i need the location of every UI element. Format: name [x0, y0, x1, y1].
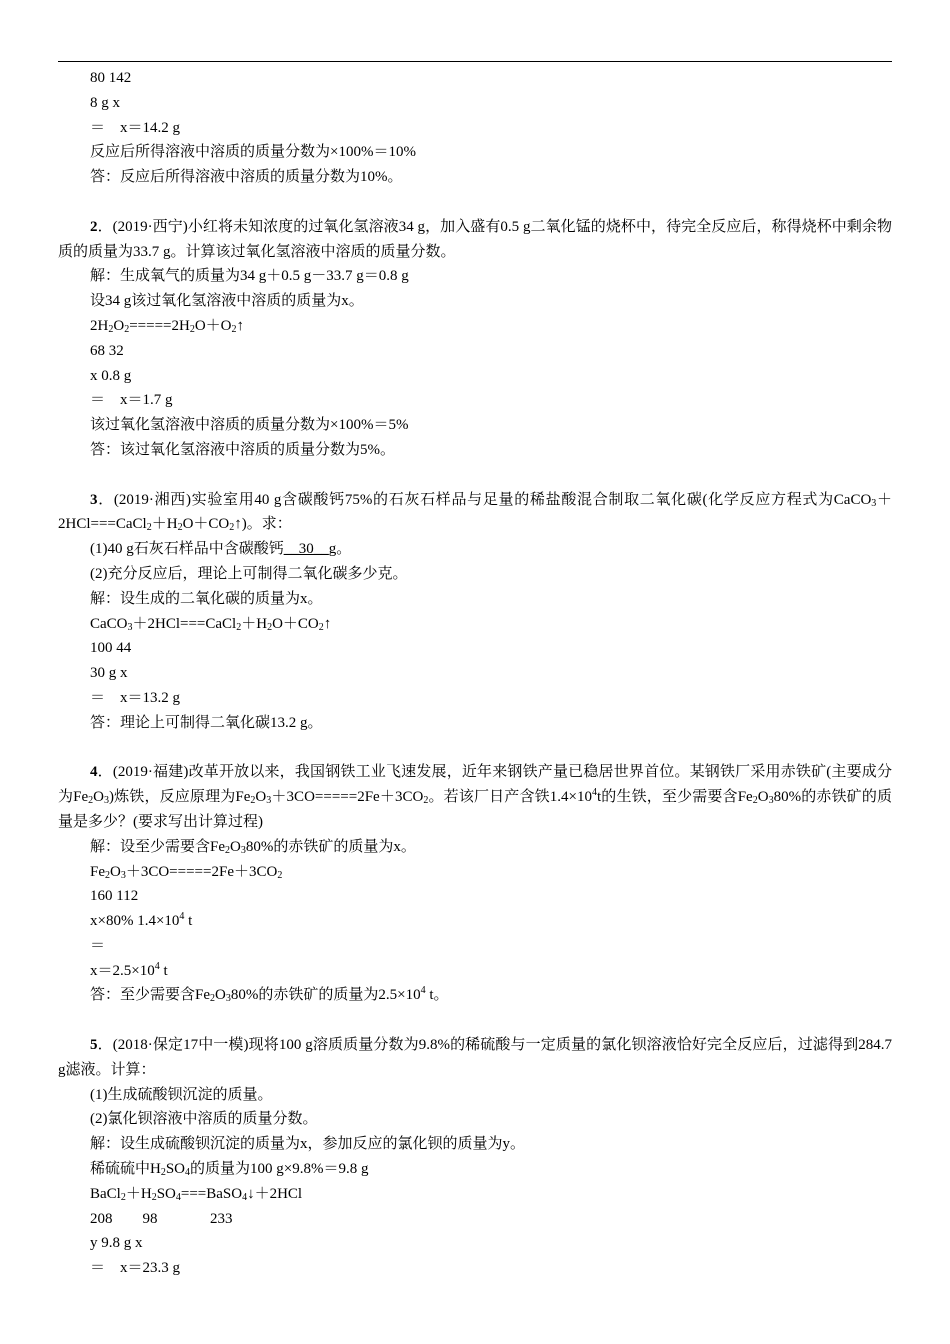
sub-question: (1)40 g石灰石样品中含碳酸钙__30__g。: [90, 541, 352, 558]
solution-line: 解：设生成硫酸钡沉淀的质量为x，参加反应的氯化钡的质量为y。: [90, 1136, 526, 1153]
calc-line: 30 g x: [90, 665, 128, 682]
calc-line: 该过氧化氢溶液中溶质的质量分数为×100%＝5%: [90, 417, 409, 434]
calc-line: ＝ x＝1.7 g: [90, 392, 173, 409]
sub-question: (2)充分反应后，理论上可制得二氧化碳多少克。: [90, 565, 408, 582]
answer-line: 答：理论上可制得二氧化碳13.2 g。: [90, 714, 323, 731]
solution-line: 稀硫硫中$H_2SO_4$的质量为100 g×9.8%＝9.8 g: [90, 1161, 369, 1179]
calc-line: 反应后所得溶液中溶质的质量分数为×100%＝10%: [90, 144, 416, 161]
chemical-equation: $Fe_2O_3+3CO=====2Fe+3CO_2$: [90, 863, 283, 881]
chemical-equation: $CaCO_3+2HCl===CaCl_2+H_2O+CO_2↑$: [90, 615, 332, 633]
calc-line: 160 112: [90, 888, 139, 905]
question-number: 2: [90, 218, 98, 235]
chemical-equation: $BaCl_2+H_2SO_4===BaSO_4↓+2HCl$: [90, 1185, 303, 1203]
calc-line: ＝: [90, 937, 106, 954]
question-number: 3: [90, 491, 98, 508]
question-number: 4: [90, 764, 98, 781]
solution-line: 解：生成氧气的质量为34 g＋0.5 g－33.7 g＝0.8 g: [90, 268, 409, 285]
answer-line: 答：至少需要含$Fe_2O_380\%$的赤铁矿的质量为$2.5\times 10^4$ t。: [90, 985, 449, 1005]
calc-line: ＝ x＝14.2 g: [90, 119, 181, 136]
question-2: 2．(2019·西宁)小红将未知浓度的过氧化氢溶液34 g，加入盛有0.5 g二氧化锰的烧杯中，待完全反应后，称得烧杯中剩余物质的质量为33.7 g。计算该过氧化氢溶液中溶质的质量分数。: [58, 218, 892, 260]
document-page: [58, 66, 892, 1281]
question-3: 3．(2019·湘西)实验室用40 g含碳酸钙75%的石灰石样品与足量的稀盐酸混合制取二氧化碳(化学反应方程式为$CaCO_3+2HCl===CaCl_2+H_2O+CO_2↑$)。求：: [58, 491, 892, 534]
solution-line: 解：设至少需要含$Fe_2O_380\%$的赤铁矿的质量为x。: [90, 838, 416, 856]
calc-line: ＝ x＝23.3 g: [90, 1260, 181, 1277]
calc-line: 68 32: [90, 342, 124, 359]
answer-line: 答：反应后所得溶液中溶质的质量分数为10%。: [90, 169, 403, 186]
fill-in-answer: __30__: [283, 541, 329, 558]
question-5: 5．(2018·保定17中一模)现将100 g溶质质量分数为9.8%的稀硫酸与一定质量的氯化钡溶液恰好完全反应后，过滤得到284.7 g滤液。计算：: [58, 1037, 892, 1078]
calc-line: x 0.8 g: [90, 367, 132, 384]
calc-line: x×80% $1.4\times 10^4$ t: [90, 911, 193, 930]
calc-line: ＝ x＝13.2 g: [90, 689, 181, 706]
question-number: 5: [90, 1037, 98, 1054]
calc-line: 208 98 233: [90, 1210, 233, 1227]
question-4: 4．(2019·福建)改革开放以来，我国钢铁工业飞速发展，近年来钢铁产量已稳居世界首位。某钢铁厂采用赤铁矿(主要成分为$Fe_2O_3$)炼铁，反应原理为$Fe_2O_3+3CO=====2Fe+3CO_2$。若该厂日产含铁$1.4\times 10^4t$的生铁，至少需要含$Fe_2O_380\%$的赤铁矿的质量是多少？(要求写出计算过程): [58, 764, 892, 830]
calc-line: 8 g x: [90, 94, 120, 111]
calc-line: $x=2.5\times 10^4$ t: [90, 960, 168, 979]
chemical-equation: $2H_2O_2=====2H_2O+O_2↑$: [90, 317, 244, 335]
solution-line: 设34 g该过氧化氢溶液中溶质的质量为x。: [90, 293, 364, 310]
answer-line: 答：该过氧化氢溶液中溶质的质量分数为5%。: [90, 441, 395, 458]
sub-question: (1)生成硫酸钡沉淀的质量。: [90, 1086, 273, 1103]
calc-line: 100 44: [90, 640, 132, 657]
calc-line: 80 142: [90, 70, 132, 86]
calc-line: y 9.8 g x: [90, 1235, 143, 1252]
solution-line: 解：设生成的二氧化碳的质量为x。: [90, 590, 323, 607]
sub-question: (2)氯化钡溶液中溶质的质量分数。: [90, 1111, 318, 1128]
header-rule: [58, 61, 892, 62]
